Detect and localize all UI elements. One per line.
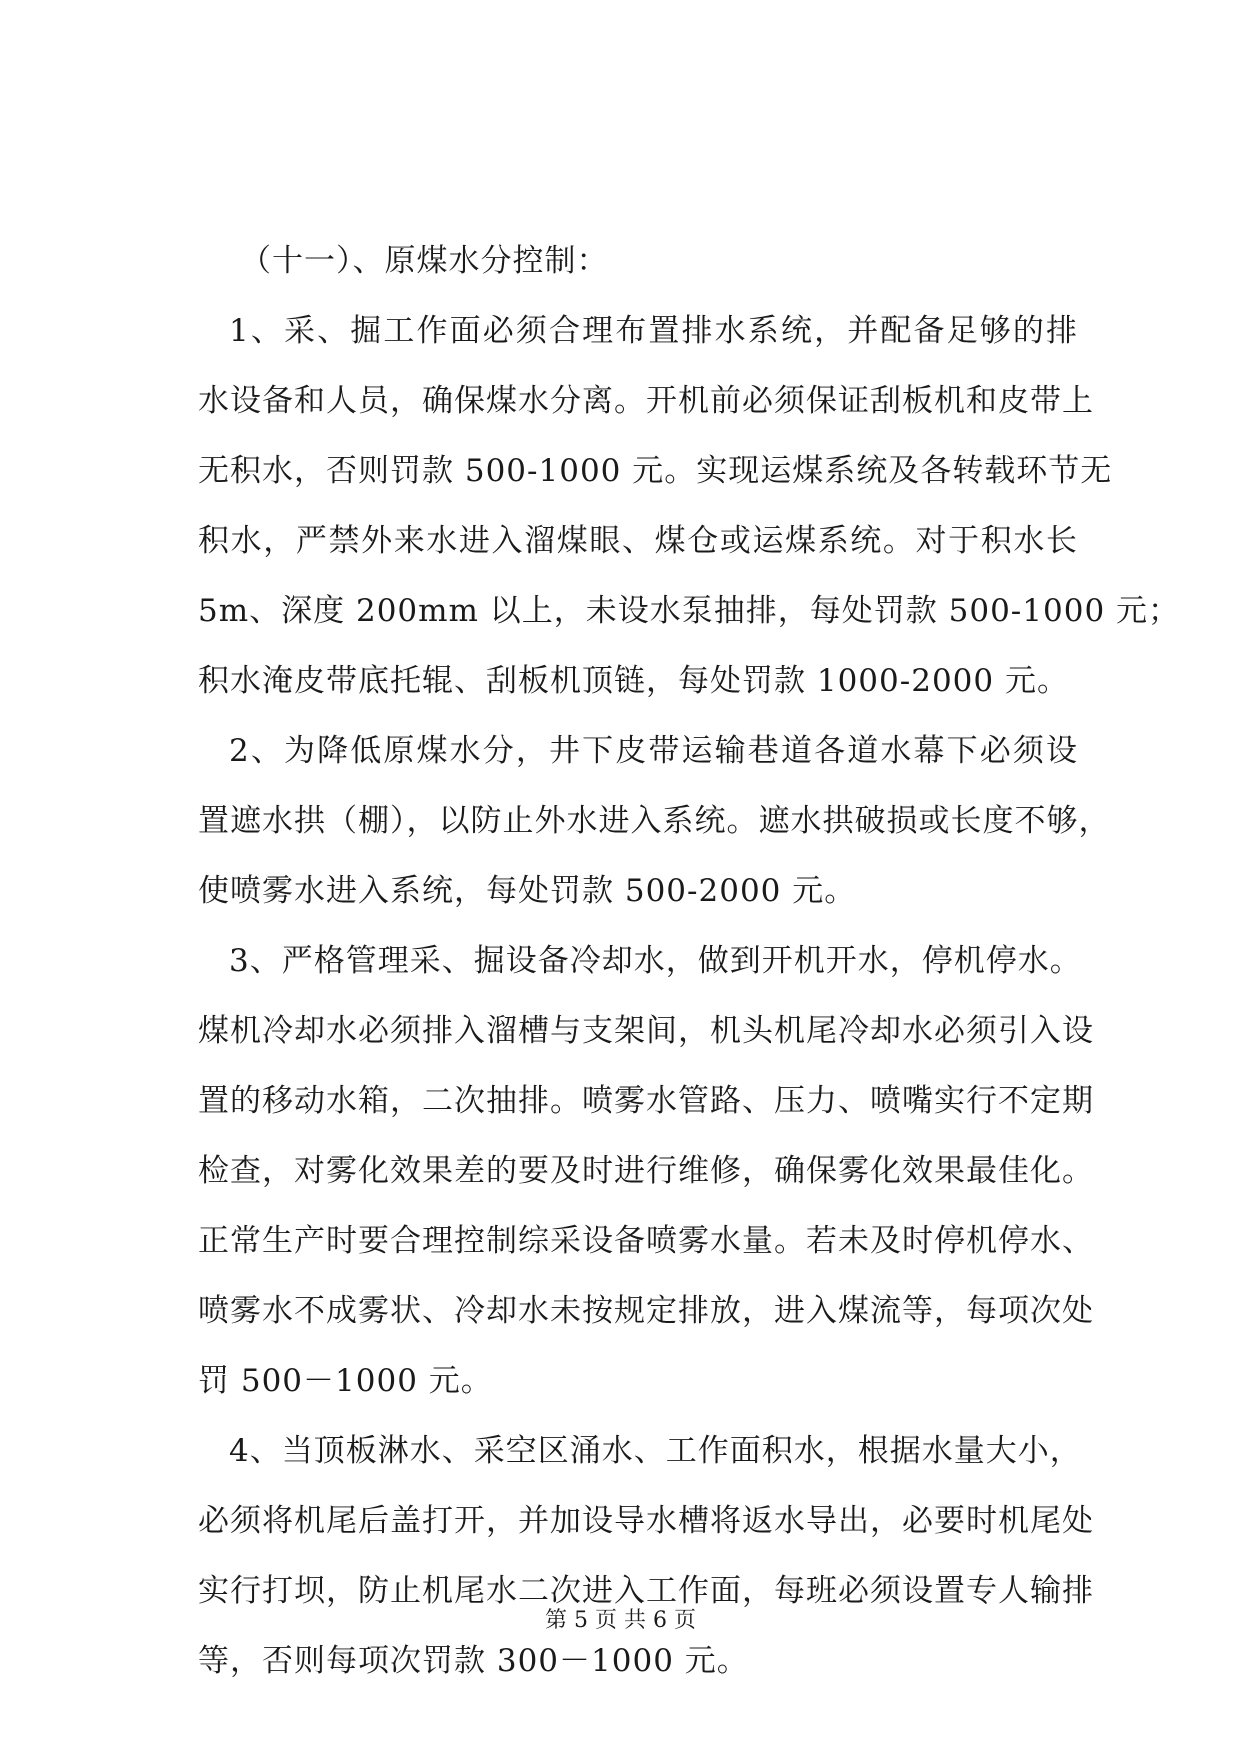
paragraph-line: 实行打坝，防止机尾水二次进入工作面，每班必须设置专人输排 <box>198 1573 1094 1609</box>
paragraph-line: 积水淹皮带底托辊、刮板机顶链，每处罚款 1000-2000 元。 <box>198 663 1069 699</box>
paragraph-line: 使喷雾水进入系统，每处罚款 500-2000 元。 <box>198 873 857 909</box>
paragraph-1 <box>198 296 1181 716</box>
paragraph-line: 检查，对雾化效果差的要及时进行维修，确保雾化效果最佳化。 <box>198 1153 1094 1189</box>
paragraph-4 <box>198 1416 1094 1696</box>
paragraph-line: 2、为降低原煤水分，井下皮带运输巷道各道水幕下必须设 <box>229 733 1078 769</box>
paragraph-3 <box>198 926 1094 1416</box>
paragraph-line: 置的移动水箱，二次抽排。喷雾水管路、压力、喷嘴实行不定期 <box>198 1083 1094 1119</box>
paragraph-line: 喷雾水不成雾状、冷却水未按规定排放，进入煤流等，每项次处 <box>198 1293 1094 1329</box>
paragraph-line: 4、当顶板淋水、采空区涌水、工作面积水，根据水量大小， <box>229 1433 1082 1469</box>
paragraph-line: 正常生产时要合理控制综采设备喷雾水量。若未及时停机停水、 <box>198 1223 1094 1259</box>
section-heading: （十一）、原煤水分控制： <box>240 243 609 279</box>
page-number-footer: 第 5 页 共 6 页 <box>545 1608 696 1633</box>
paragraph-line: 1、采、掘工作面必须合理布置排水系统，并配备足够的排 <box>229 313 1078 349</box>
paragraph-line: 水设备和人员，确保煤水分离。开机前必须保证刮板机和皮带上 <box>198 383 1094 419</box>
paragraph-line: 煤机冷却水必须排入溜槽与支架间，机头机尾冷却水必须引入设 <box>198 1013 1094 1049</box>
paragraph-line: 罚 500－1000 元。 <box>198 1363 493 1399</box>
paragraph-line: 积水，严禁外来水进入溜煤眼、煤仓或运煤系统。对于积水长 <box>198 523 1078 559</box>
paragraph-2 <box>198 716 1111 926</box>
paragraph-line: 无积水，否则罚款 500-1000 元。实现运煤系统及各转载环节无 <box>198 453 1113 489</box>
paragraph-line: 必须将机尾后盖打开，并加设导水槽将返水导出，必要时机尾处 <box>198 1503 1094 1539</box>
paragraph-line: 等，否则每项次罚款 300－1000 元。 <box>198 1643 749 1679</box>
paragraph-line: 3、严格管理采、掘设备冷却水，做到开机开水，停机停水。 <box>229 943 1082 979</box>
paragraph-line: 置遮水拱（棚），以防止外水进入系统。遮水拱破损或长度不够， <box>198 803 1111 839</box>
paragraph-line: 5m、深度 200mm 以上，未设水泵抽排，每处罚款 500-1000 元； <box>198 593 1181 629</box>
document-body <box>198 226 1181 1696</box>
